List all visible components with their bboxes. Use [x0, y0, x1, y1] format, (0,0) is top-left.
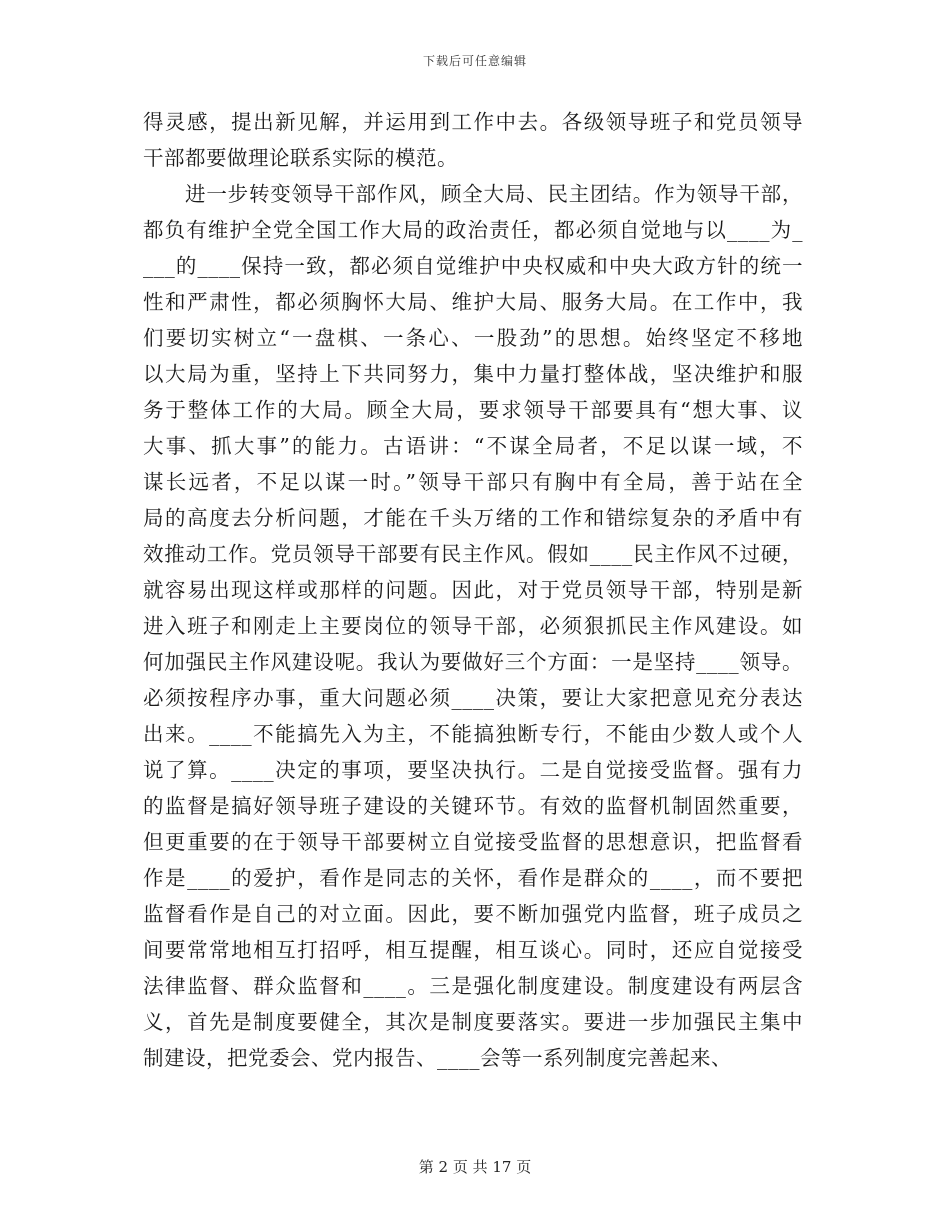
text-line: 义，首先是制度要健全，其次是制度要落实。要进一步加强民主集中	[143, 1010, 803, 1034]
text-line: 务于整体工作的大局。顾全大局，要求领导干部要具有“想大事、议	[143, 398, 803, 422]
text-line: 作是____的爱护，看作是同志的关怀，看作是群众的____，而不要把	[143, 866, 803, 890]
text-line: 谋长远者，不足以谋一时。”领导干部只有胸中有全局，善于站在全	[143, 470, 803, 494]
document-body	[143, 104, 803, 1076]
text-line: 性和严肃性，都必须胸怀大局、维护大局、服务大局。在工作中，我	[143, 290, 803, 314]
text-line: 干部都要做理论联系实际的模范。	[143, 146, 458, 170]
text-line: 都负有维护全党全国工作大局的政治责任，都必须自觉地与以____为_	[143, 218, 803, 242]
text-line: 说了算。____决定的事项，要坚决执行。二是自觉接受监督。强有力	[143, 758, 803, 782]
text-line: ___的____保持一致，都必须自觉维护中央权威和中央大政方针的统一	[143, 254, 803, 278]
text-line: 局的高度去分析问题，才能在千头万绪的工作和错综复杂的矛盾中有	[143, 506, 803, 530]
text-line: 但更重要的在于领导干部要树立自觉接受监督的思想意识，把监督看	[143, 830, 803, 854]
text-line: 出来。____不能搞先入为主，不能搞独断专行，不能由少数人或个人	[143, 722, 803, 746]
text-line: 们要切实树立“一盘棋、一条心、一股劲”的思想。始终坚定不移地	[143, 326, 803, 350]
text-line: 进一步转变领导干部作风，顾全大局、民主团结。作为领导干部，	[185, 182, 803, 206]
text-line: 法律监督、群众监督和____。三是强化制度建设。制度建设有两层含	[143, 974, 803, 998]
text-line: 的监督是搞好领导班子建设的关键环节。有效的监督机制固然重要，	[143, 794, 803, 818]
text-line: 大事、抓大事”的能力。古语讲：“不谋全局者，不足以谋一域，不	[143, 434, 803, 458]
text-line: 间要常常地相互打招呼，相互提醒，相互谈心。同时，还应自觉接受	[143, 938, 803, 962]
text-line: 就容易出现这样或那样的问题。因此，对于党员领导干部，特别是新	[143, 578, 803, 602]
text-line: 监督看作是自己的对立面。因此，要不断加强党内监督，班子成员之	[143, 902, 803, 926]
text-line: 进入班子和刚走上主要岗位的领导干部，必须狠抓民主作风建设。如	[143, 614, 803, 638]
page-header: 下载后可任意编辑	[422, 54, 527, 68]
text-line: 何加强民主作风建设呢。我认为要做好三个方面：一是坚持____领导。	[143, 650, 803, 674]
text-line: 制建设，把党委会、党内报告、____会等一系列制度完善起来、	[143, 1046, 732, 1070]
text-line: 效推动工作。党员领导干部要有民主作风。假如____民主作风不过硬，	[143, 542, 803, 566]
text-line: 以大局为重，坚持上下共同努力，集中力量打整体战，坚决维护和服	[143, 362, 803, 386]
text-line: 得灵感，提出新见解，并运用到工作中去。各级领导班子和党员领导	[143, 110, 803, 134]
page-number: 第 2 页 共 17 页	[418, 1158, 532, 1176]
text-line: 必须按程序办事，重大问题必须____决策，要让大家把意见充分表达	[143, 686, 803, 710]
